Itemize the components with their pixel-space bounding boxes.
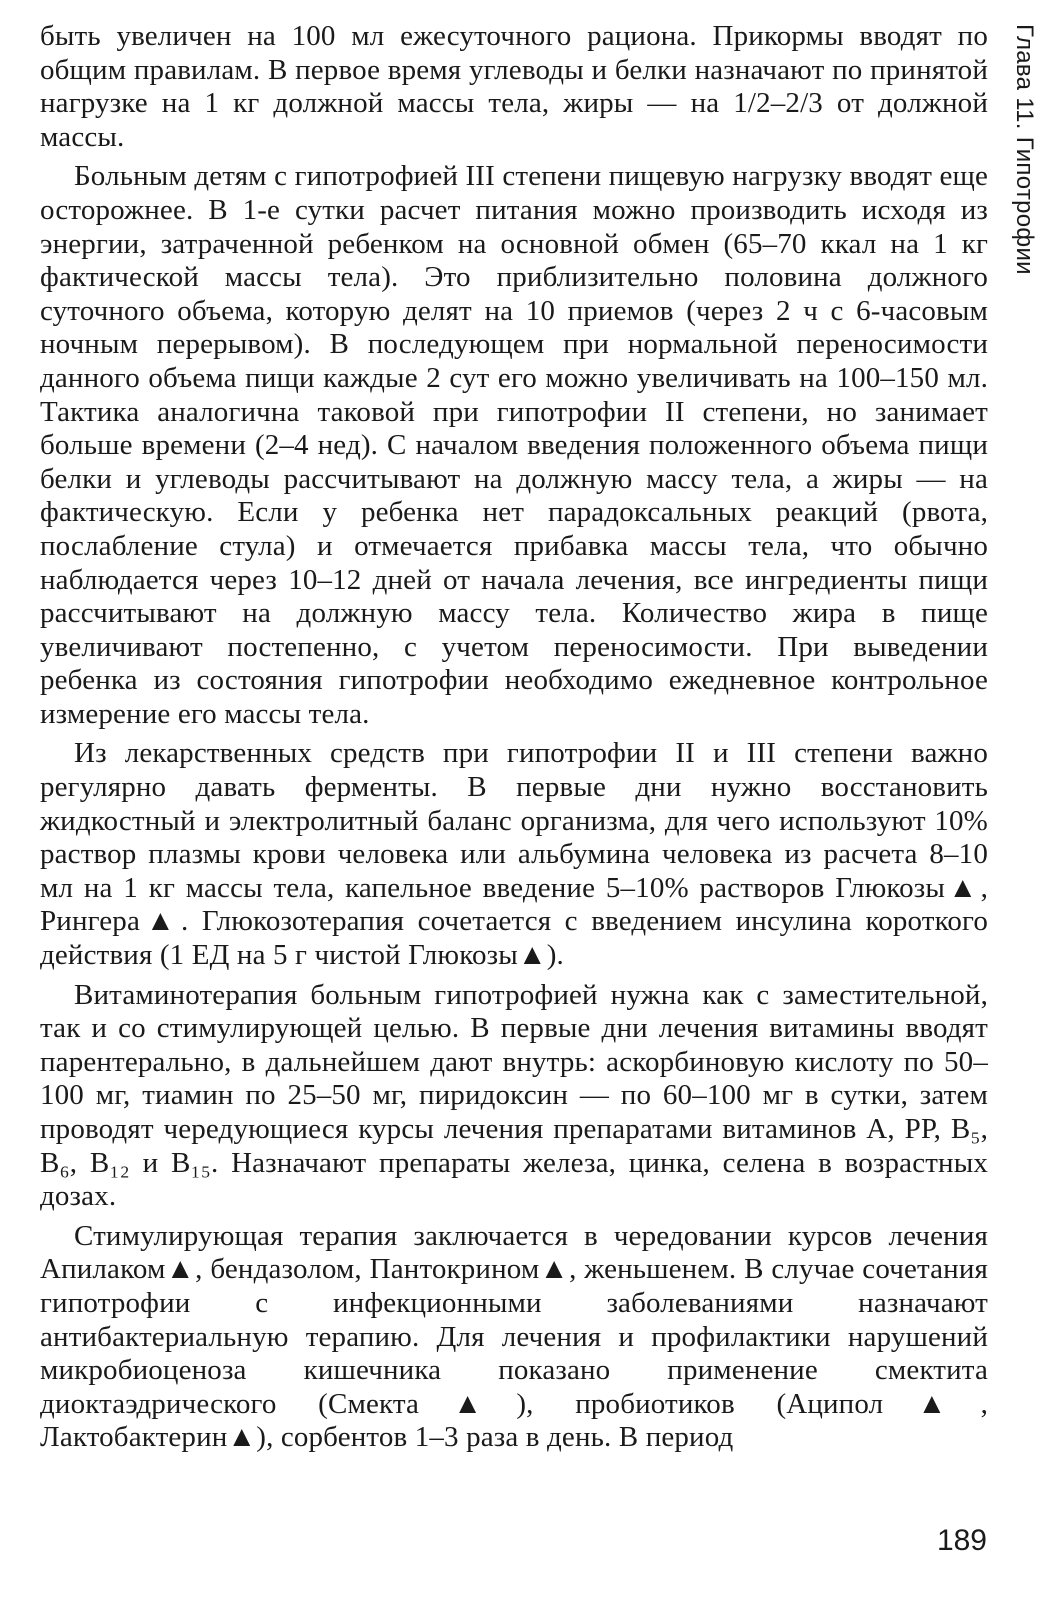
running-head: [1010, 24, 1050, 324]
page-number: 189: [936, 1524, 987, 1557]
paragraph-vitamins: Витаминотерапия больным гипотрофией нужна как с заместительной, так и со стимулирующей целью. В первые дни лечения витамины вводят парентерально, в дальнейшем дают внутрь: аскорбиновую кислоту по 50–100 мг, тиамин по 25–50 мг, пиридоксин — по 60–100 мг в сутки, затем проводят чередующиеся курсы лечения препаратами витаминов А, РР, В₅, В₆, В₁₂ и В₁₅. Назначают препараты железа, цинка, селена в возрастных дозах.: [40, 978, 988, 1213]
paragraph-medications: Из лекарственных средств при гипотрофии II и III степени важно регулярно давать ферменты. В первые дни нужно восстановить жидкостный и электролитный баланс организма, для чего используют 10% раствор плазмы крови человека или альбумина человека из расчета 8–10 мл на 1 кг массы тела, капельное введение 5–10% растворов Глюкозы▲, Рингера▲. Глюкозотерапия сочетается с введением инсулина короткого действия (1 ЕД на 5 г чистой Глюкозы▲).: [40, 737, 988, 972]
paragraph-continuation: быть увеличен на 100 мл ежесуточного рациона. Прикормы вводят по общим правилам. В первое время углеводы и белки назначают по принятой нагрузке на 1 кг должной массы тела, жиры — на 1/2–2/3 от должной массы.: [40, 20, 988, 153]
body-text: [40, 20, 988, 1461]
paragraph-grade-three: Больным детям с гипотрофией III степени пищевую нагрузку вводят еще осторожнее. В 1-е сутки расчет питания можно производить исходя из энергии, затраченной ребенком на основной обмен (65–70 ккал на 1 кг фактической массы тела). Это приблизительно половина должного суточного объема, которую делят на 10 приемов (через 2 ч с 6-часовым ночным перерывом). В последующем при нормальной переносимости данного объема пищи каждые 2 сут его можно увеличивать на 100–150 мл. Тактика аналогична таковой при гипотрофии II степени, но занимает больше времени (2–4 нед). С началом введения положенного объема пищи белки и углеводы рассчитывают на должную массу тела, а жиры — на фактическую. Если у ребенка нет парадоксальных реакций (рвота, послабление стула) и отмечается прибавка массы тела, что обычно наблюдается через 10–12 дней от начала лечения, все ингредиенты пищи рассчитывают на должную массу тела. Количество жира в пище увеличивают постепенно, с учетом переносимости. При выведении ребенка из состояния гипотрофии необходимо ежедневное контрольное измерение его массы тела.: [40, 160, 988, 730]
chapter-title: Глава 11. Гипотрофии: [1011, 24, 1038, 275]
paragraph-stimulating-therapy: Стимулирующая терапия заключается в чередовании курсов лечения Апилаком▲, бендазолом, Пантокрином▲, женьшенем. В случае сочетания гипотрофии с инфекционными заболеваниями назначают антибактериальную терапию. Для лечения и профилактики нарушений микробиоценоза кишечника показано применение смектита диоктаэдрического (Смекта▲), пробиотиков (Аципол▲, Лактобактерин▲), сорбентов 1–3 раза в день. В период: [40, 1219, 988, 1454]
